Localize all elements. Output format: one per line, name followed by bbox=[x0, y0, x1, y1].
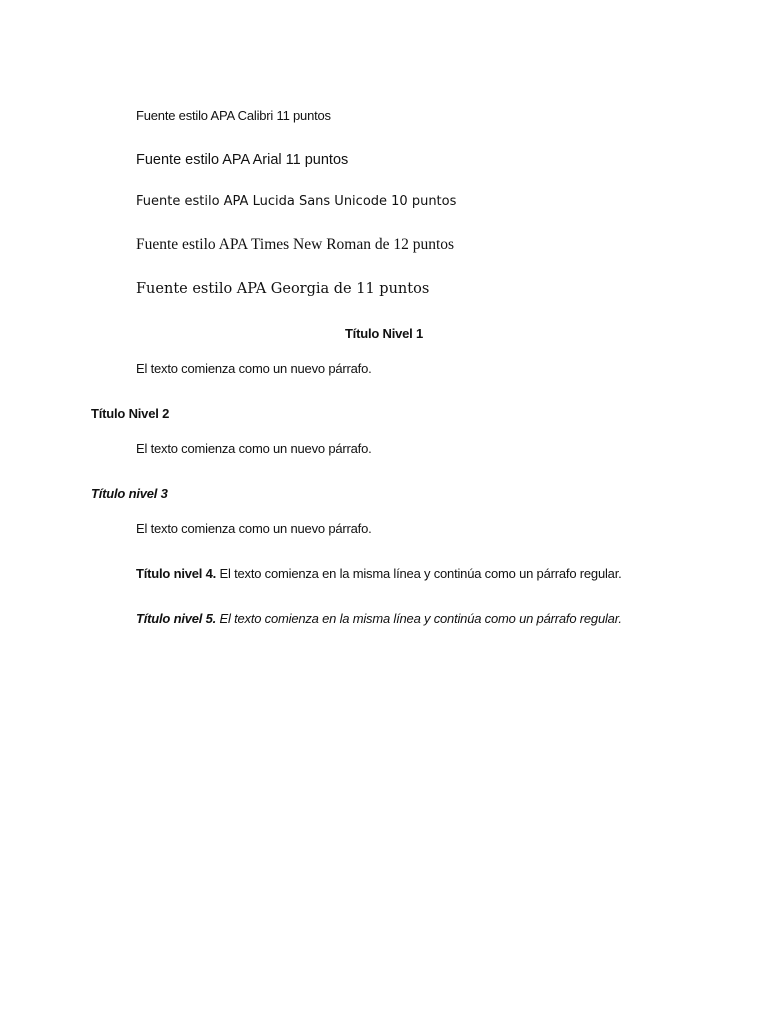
font-sample-lucida: Fuente estilo APA Lucida Sans Unicode 10 puntos bbox=[136, 194, 457, 209]
font-sample-times: Fuente estilo APA Times New Roman de 12 puntos bbox=[136, 236, 455, 253]
font-sample-georgia: Fuente estilo APA Georgia de 11 puntos bbox=[136, 281, 430, 297]
paragraph-level-5: El texto comienza en la misma línea y continúa como un párrafo regular. bbox=[219, 611, 622, 626]
paragraph-level-1: El texto comienza como un nuevo párrafo. bbox=[136, 361, 372, 376]
heading-level-1: Título Nivel 1 bbox=[344, 326, 424, 341]
paragraph-level-3: El texto comienza como un nuevo párrafo. bbox=[136, 521, 372, 536]
heading-level-5-line bbox=[136, 611, 622, 626]
heading-level-4: Título nivel 4. bbox=[136, 566, 217, 581]
font-sample-arial: Fuente estilo APA Arial 11 puntos bbox=[136, 152, 349, 168]
paragraph-level-4: El texto comienza en la misma línea y continúa como un párrafo regular. bbox=[219, 566, 622, 581]
paragraph-level-2: El texto comienza como un nuevo párrafo. bbox=[136, 441, 372, 456]
heading-level-3: Título nivel 3 bbox=[91, 486, 168, 501]
font-sample-calibri: Fuente estilo APA Calibri 11 puntos bbox=[136, 108, 331, 123]
heading-level-4-line bbox=[136, 566, 622, 581]
heading-level-5: Título nivel 5. bbox=[136, 611, 217, 626]
heading-level-2: Título Nivel 2 bbox=[91, 406, 170, 421]
